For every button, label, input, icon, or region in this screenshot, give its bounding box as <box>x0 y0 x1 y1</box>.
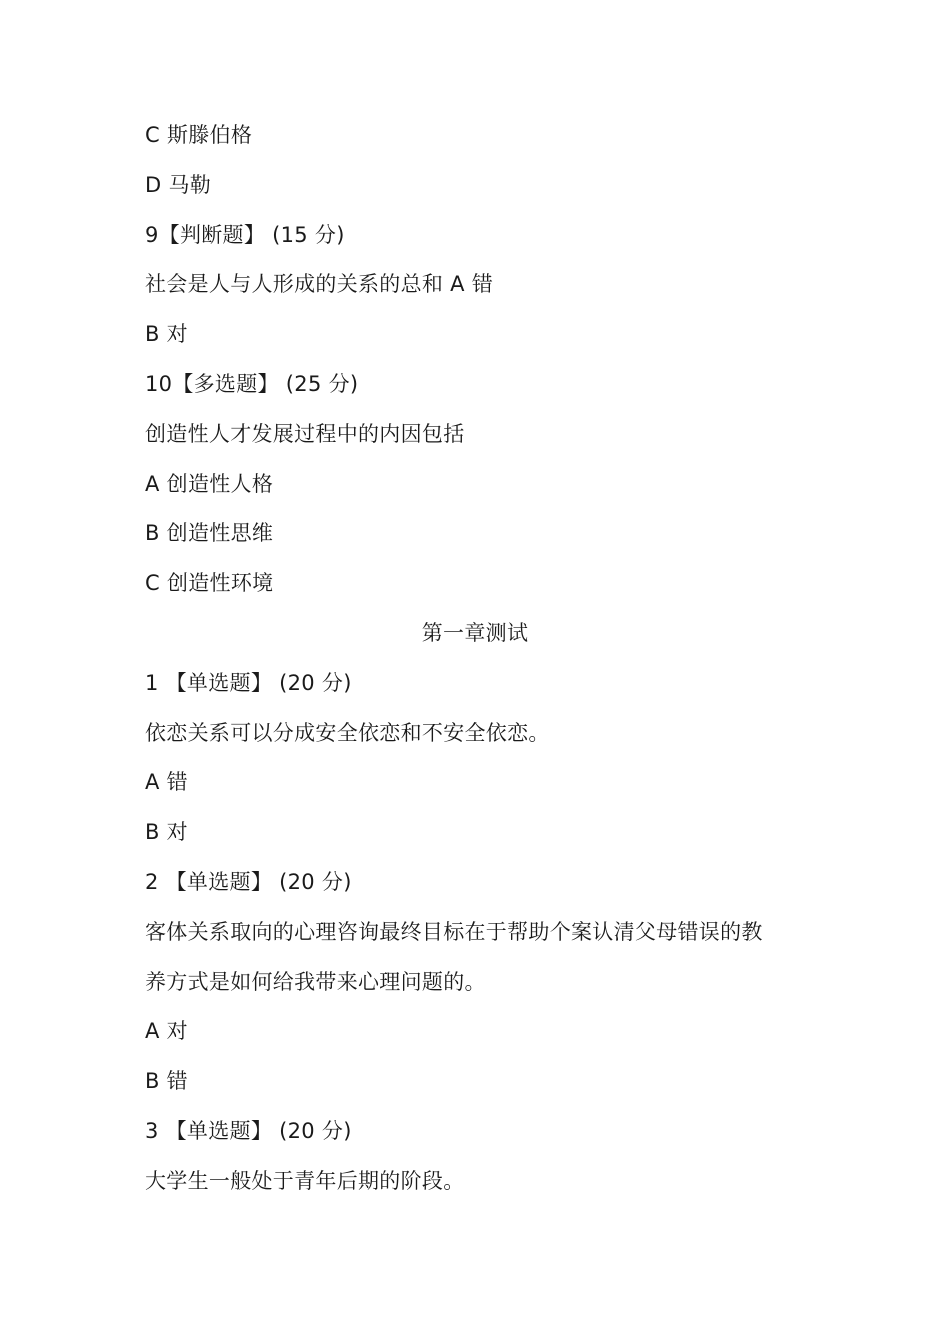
option-line: B 创造性思维 <box>145 521 274 546</box>
option-line: B 对 <box>145 820 188 845</box>
option-line: B 对 <box>145 322 188 347</box>
question-text: 创造性人才发展过程中的内因包括 <box>145 421 465 446</box>
question-text: 客体关系取向的心理咨询最终目标在于帮助个案认清父母错误的教 <box>145 919 763 944</box>
question-header: 1 【单选题】 (20 分) <box>145 670 352 695</box>
question-header: 9【判断题】 (15 分) <box>145 222 345 247</box>
question-header: 2 【单选题】 (20 分) <box>145 869 352 894</box>
question-text: 养方式是如何给我带来心理问题的。 <box>145 969 486 994</box>
option-line: A 对 <box>145 1019 188 1044</box>
question-text: 社会是人与人形成的关系的总和 A 错 <box>145 272 494 297</box>
question-text: 大学生一般处于青年后期的阶段。 <box>145 1168 465 1193</box>
option-line: C 斯滕伯格 <box>145 123 253 147</box>
question-text: 依恋关系可以分成安全依恋和不安全依恋。 <box>145 720 550 745</box>
option-line: D 马勒 <box>145 172 212 197</box>
option-line: A 错 <box>145 770 188 795</box>
section-heading: 第一章测试 <box>421 620 529 645</box>
question-header: 3 【单选题】 (20 分) <box>145 1118 352 1143</box>
option-line: C 创造性环境 <box>145 571 274 596</box>
document-body <box>145 111 825 1207</box>
option-line: B 错 <box>145 1069 188 1094</box>
option-line: A 创造性人格 <box>145 471 274 496</box>
question-header: 10【多选题】 (25 分) <box>145 371 359 396</box>
